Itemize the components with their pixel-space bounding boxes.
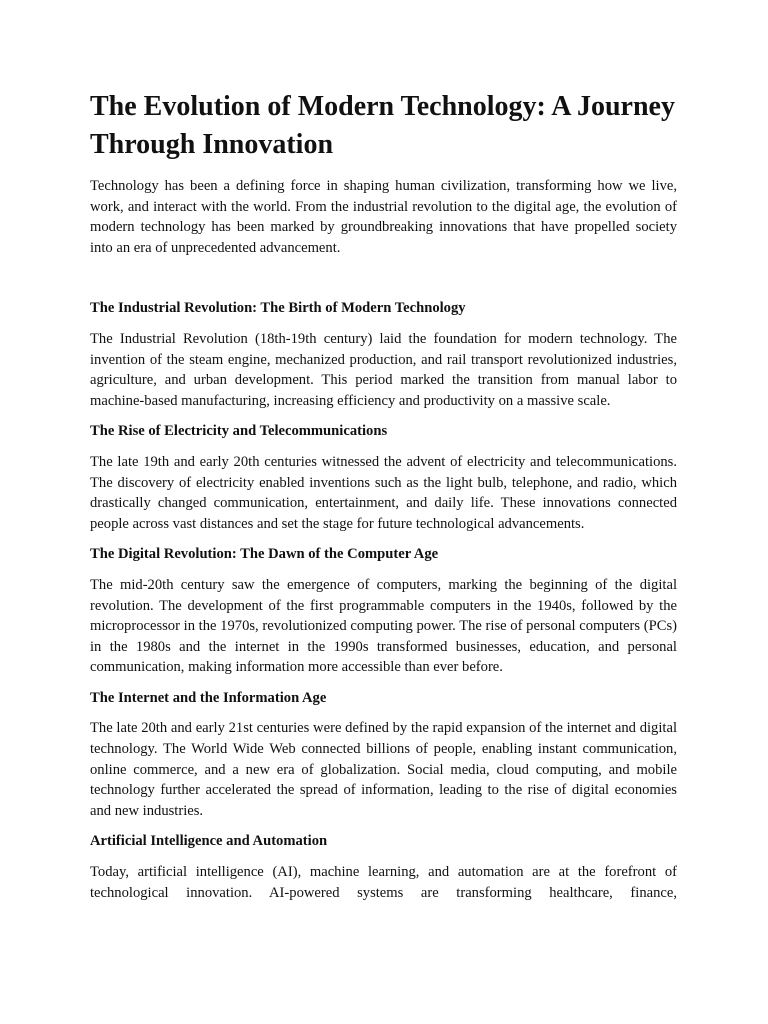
intro-paragraph: Technology has been a defining force in shaping human civilization, transforming how we live, work, and interact with the world. From the industrial revolution to the digital age, the evolution of modern technology has been marked by groundbreaking innovations that have propelled society into an era of unprecedented advancement. [90, 178, 677, 256]
section-heading: Artificial Intelligence and Automation [90, 833, 328, 850]
section-heading: The Internet and the Information Age [90, 689, 327, 706]
section-body: The Industrial Revolution (18th-19th century) laid the foundation for modern technology. The invention of the steam engine, mechanized production, and rail transport revolutionized industries, agriculture, and urban development. This period marked the transition from manual labor to machine-based manufacturing, increasing efficiency and productivity on a massive scale. [90, 330, 677, 409]
document-title: The Evolution of Modern Technology: A Journey Through Innovation [90, 91, 675, 160]
section-industrial-revolution [90, 298, 677, 411]
section-heading: The Industrial Revolution: The Birth of Modern Technology [90, 300, 466, 317]
section-heading: The Digital Revolution: The Dawn of the Computer Age [90, 546, 439, 563]
document-page [90, 88, 677, 913]
section-heading: The Rise of Electricity and Telecommunications [90, 423, 388, 440]
section-body: Today, artificial intelligence (AI), machine learning, and automation are at the forefront of technological innovation. AI-powered systems are transforming healthcare, finance, [90, 864, 677, 901]
section-electricity-telecommunications [90, 421, 677, 534]
section-internet-information-age [90, 688, 677, 822]
section-body: The late 20th and early 21st centuries were defined by the rapid expansion of the internet and digital technology. The World Wide Web connected billions of people, enabling instant communication, online commerce, and a new era of globalization. Social media, cloud computing, and mobile technology further accelerated the spread of information, leading to the rise of digital economies and new industries. [90, 720, 677, 819]
section-ai-automation [90, 831, 677, 903]
section-body: The mid-20th century saw the emergence of computers, marking the beginning of the digital revolution. The development of the first programmable computers in the 1940s, followed by the microprocessor in the 1970s, revolutionized computing power. The rise of personal computers (PCs) in the 1980s and the internet in the 1990s transformed businesses, education, and personal communication, making information more accessible than ever before. [90, 576, 677, 676]
section-digital-revolution [90, 544, 677, 678]
section-body: The late 19th and early 20th centuries witnessed the advent of electricity and telecommunications. The discovery of electricity enabled inventions such as the light bulb, telephone, and radio, which drastically changed communication, entertainment, and daily life. These innovations connected people across vast distances and set the stage for future technological advancements. [90, 453, 677, 532]
